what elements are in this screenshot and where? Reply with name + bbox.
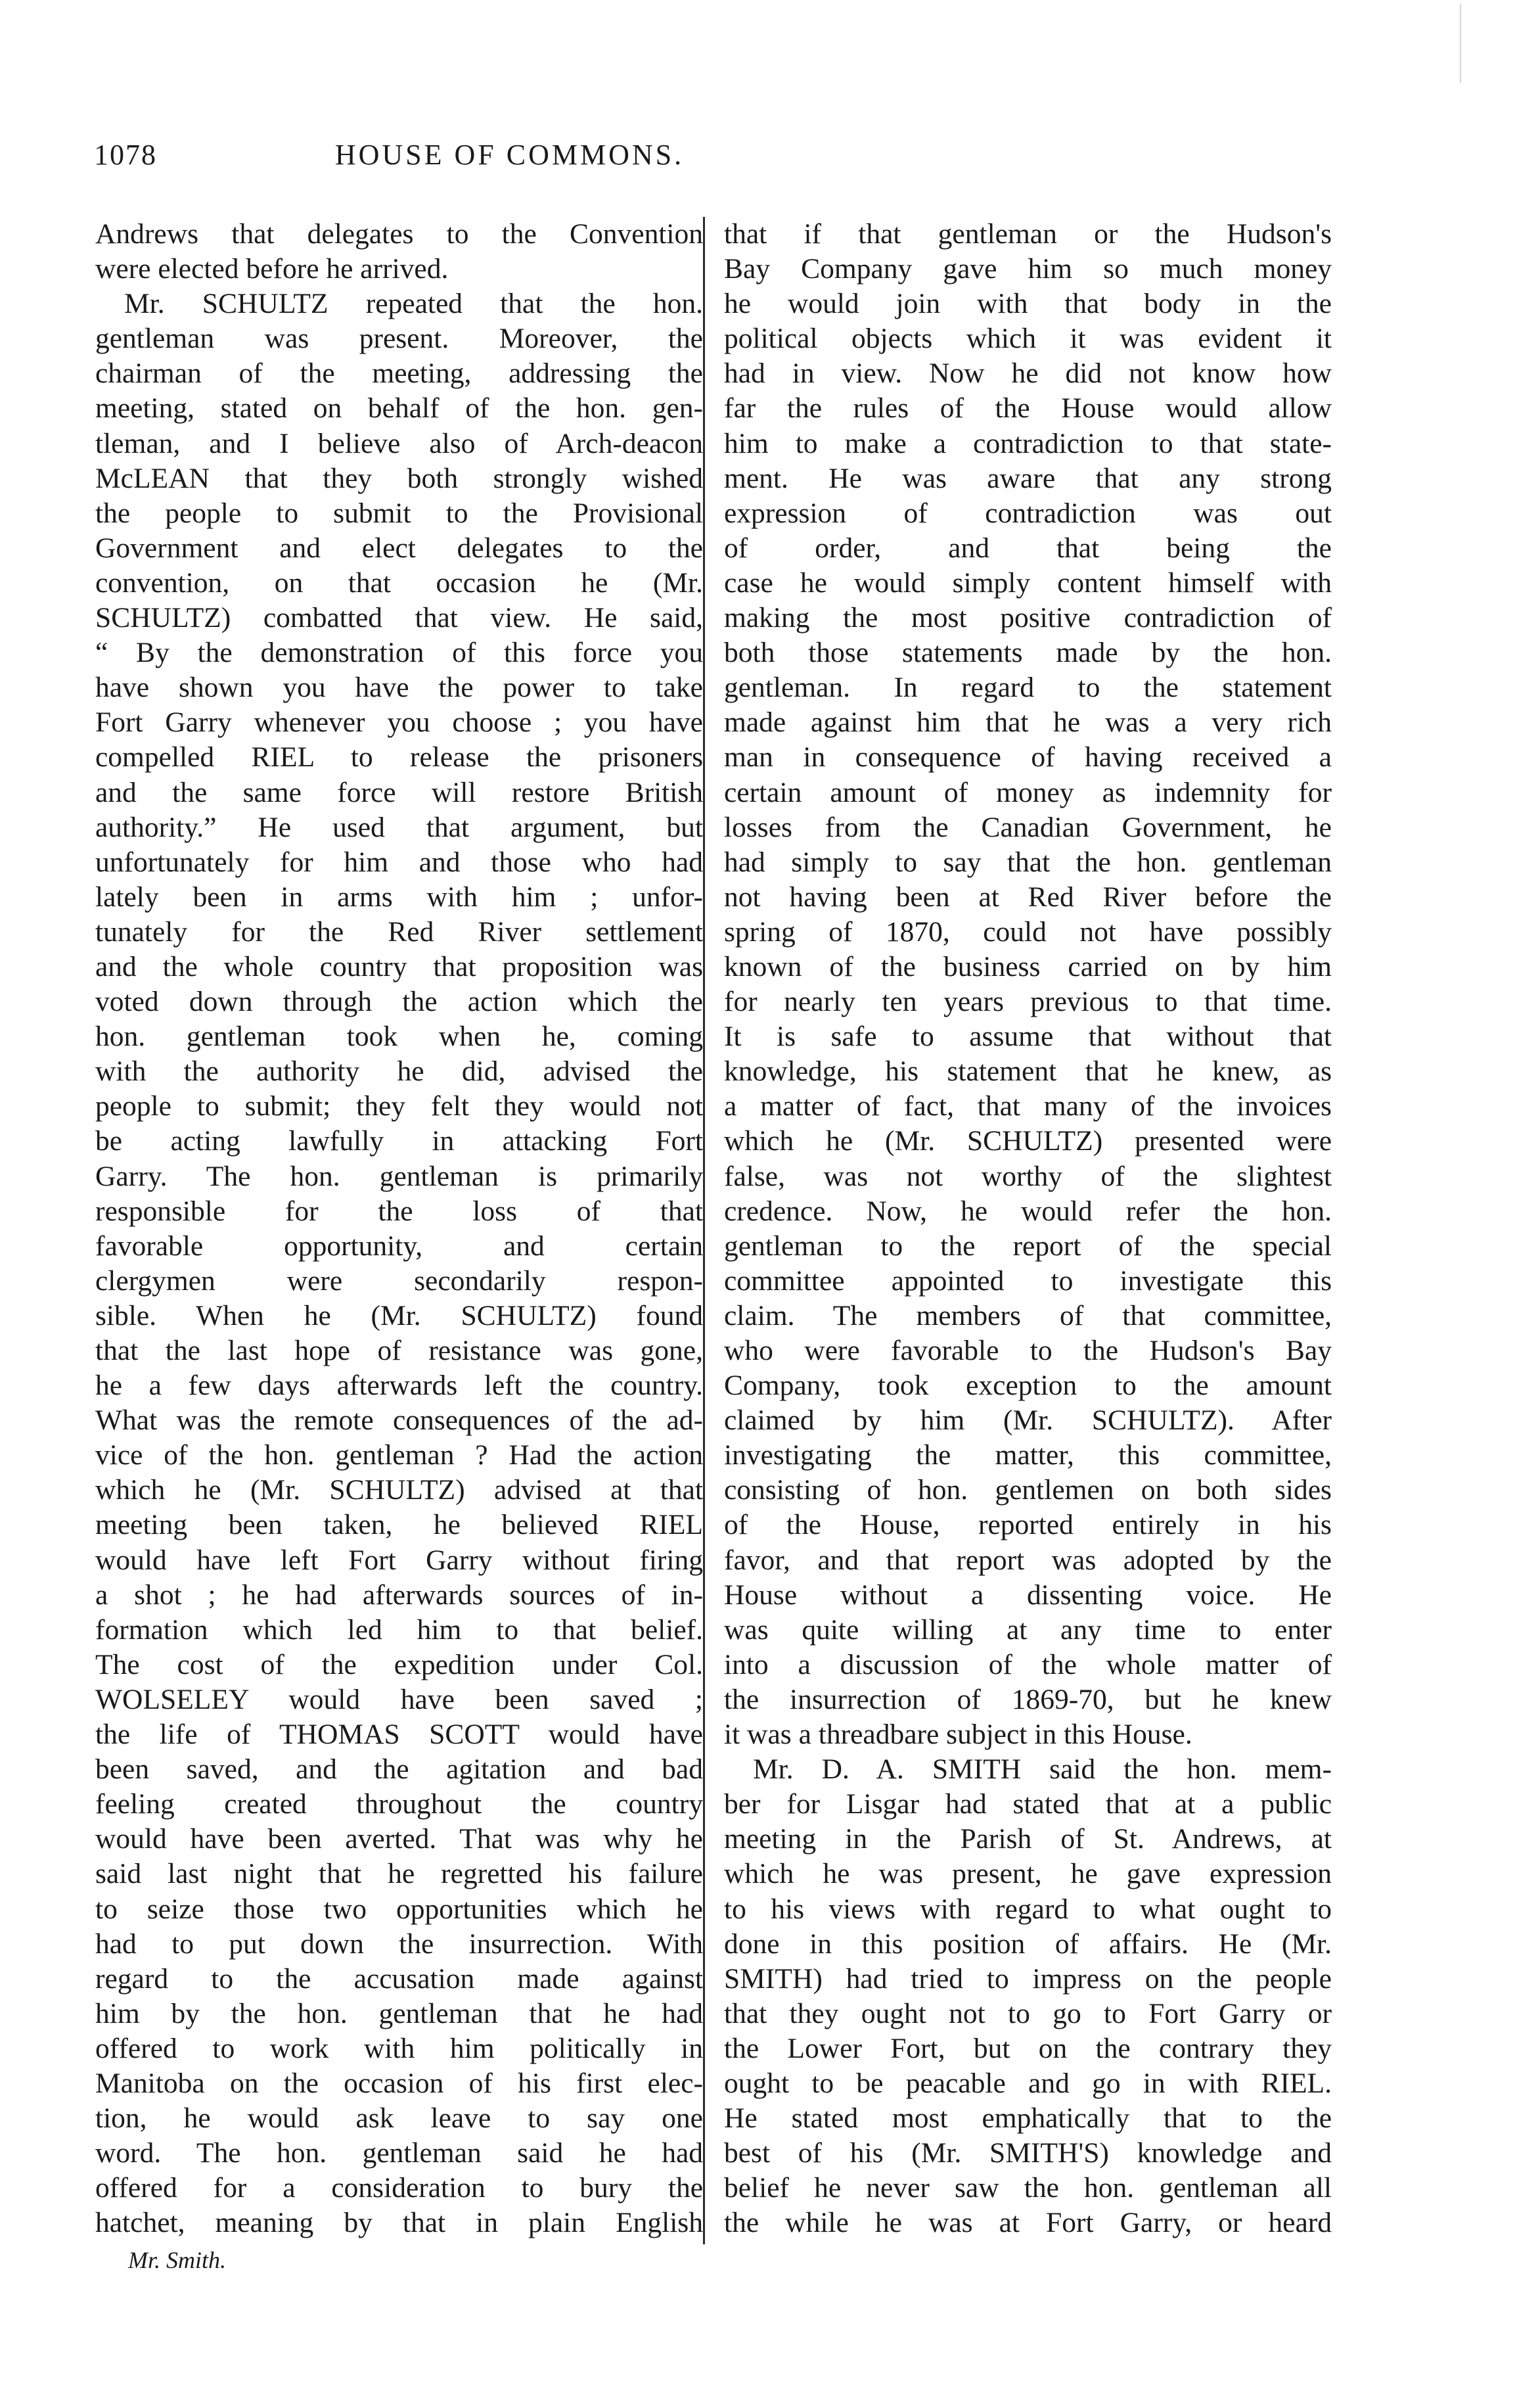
text-line: formation which led him to that belief. — [95, 1613, 703, 1646]
text-line: hatchet, meaning by that in plain English — [95, 2207, 703, 2239]
text-line: losses from the Canadian Government, he — [724, 811, 1332, 843]
text-line: claimed by him (Mr. SCHULTZ). After — [724, 1404, 1332, 1437]
text-line: responsible for the loss of that — [95, 1195, 703, 1227]
text-line: word. The hon. gentleman said he had — [95, 2137, 703, 2169]
text-line: sible. When he (Mr. SCHULTZ) found — [95, 1299, 703, 1331]
text-line: the life of THOMAS SCOTT would have — [95, 1719, 703, 1751]
text-line: What was the remote consequences of the ad- — [95, 1404, 703, 1437]
text-line: to his views with regard to what ought to — [724, 1893, 1332, 1925]
text-line: Fort Garry whenever you choose ; you have — [95, 706, 703, 739]
text-line: gentleman. In regard to the statement — [724, 672, 1332, 704]
text-line: said last night that he regretted his failure — [95, 1858, 703, 1890]
text-line: The cost of the expedition under Col. — [95, 1648, 703, 1680]
text-line: convention, on that occasion he (Mr. — [95, 567, 703, 599]
text-line: him by the hon. gentleman that he had — [95, 1997, 703, 2029]
text-line: unfortunately for him and those who had — [95, 846, 703, 878]
text-line: the Lower Fort, but on the contrary they — [724, 2032, 1332, 2064]
text-line: done in this position of affairs. He (Mr. — [724, 1928, 1332, 1960]
text-line: meeting, stated on behalf of the hon. gen- — [95, 392, 703, 425]
text-line: of order, and that being the — [724, 532, 1332, 564]
text-line: case he would simply content himself with — [724, 567, 1332, 599]
text-line: “ By the demonstration of this force you — [95, 637, 703, 669]
text-line: offered to work with him politically in — [95, 2032, 703, 2064]
text-line: best of his (Mr. SMITH'S) knowledge and — [724, 2137, 1332, 2169]
text-line: the insurrection of 1869-70, but he knew — [724, 1683, 1332, 1715]
text-line: for nearly ten years previous to that time. — [724, 986, 1332, 1018]
text-line: ought to be peacable and go in with RIEL. — [724, 2067, 1332, 2099]
text-line: Company, took exception to the amount — [724, 1370, 1332, 1402]
right-column — [724, 217, 1332, 2240]
text-line: regard to the accusation made against — [95, 1962, 703, 1995]
text-line: a shot ; he had afterwards sources of in- — [95, 1579, 703, 1611]
text-line: it was a threadbare subject in this House. — [724, 1719, 1192, 1751]
text-line: man in consequence of having received a — [724, 741, 1332, 774]
text-line: lately been in arms with him ; unfor- — [95, 881, 703, 913]
text-line: that if that gentleman or the Hudson's — [724, 218, 1332, 250]
column-divider — [703, 217, 705, 2244]
text-line: was quite willing at any time to enter — [724, 1613, 1332, 1646]
text-line: to seize those two opportunities which he — [95, 1893, 703, 1925]
text-line: compelled RIEL to release the prisoners — [95, 741, 703, 774]
text-line: offered for a consideration to bury the — [95, 2172, 703, 2204]
text-line: he would join with that body in the — [724, 288, 1332, 320]
text-line: and the same force will restore British — [95, 776, 703, 808]
text-line: knowledge, his statement that he knew, as — [724, 1055, 1332, 1088]
text-line: consisting of hon. gentlemen on both sides — [724, 1474, 1332, 1506]
text-line: who were favorable to the Hudson's Bay — [724, 1335, 1332, 1366]
text-line: He stated most emphatically that to the — [724, 2102, 1332, 2135]
text-line: SCHULTZ) combatted that view. He said, — [95, 602, 703, 634]
text-line: Mr. D. A. SMITH said the hon. mem- — [753, 1753, 1332, 1786]
text-line: Mr. SCHULTZ repeated that the hon. — [124, 288, 703, 320]
text-line: investigating the matter, this committee, — [724, 1439, 1332, 1471]
text-line: false, was not worthy of the slightest — [724, 1160, 1332, 1192]
text-line: making the most positive contradiction of — [724, 602, 1332, 634]
text-line: certain amount of money as indemnity for — [724, 776, 1332, 808]
page-number: 1078 — [94, 139, 157, 171]
text-line: vice of the hon. gentleman ? Had the action — [95, 1439, 703, 1471]
text-line: favor, and that report was adopted by the — [724, 1544, 1332, 1576]
text-line: tion, he would ask leave to say one — [95, 2102, 703, 2135]
text-line: have shown you have the power to take — [95, 672, 703, 704]
text-line: him to make a contradiction to that state- — [724, 427, 1332, 459]
text-line: which he was present, he gave expression — [724, 1858, 1332, 1890]
text-line: meeting in the Parish of St. Andrews, at — [724, 1823, 1332, 1855]
text-line: It is safe to assume that without that — [724, 1021, 1332, 1053]
text-line: House without a dissenting voice. He — [724, 1579, 1332, 1611]
text-line: tunately for the Red River settlement — [95, 915, 703, 948]
text-line: which he (Mr. SCHULTZ) advised at that — [95, 1474, 703, 1506]
text-line: of the House, reported entirely in his — [724, 1509, 1332, 1541]
text-line: committee appointed to investigate this — [724, 1264, 1332, 1297]
text-line: chairman of the meeting, addressing the — [95, 358, 703, 390]
text-line: political objects which it was evident it — [724, 323, 1332, 355]
text-line: McLEAN that they both strongly wished — [95, 462, 703, 494]
page-header — [94, 138, 925, 184]
text-line: not having been at Red River before the — [724, 881, 1332, 913]
text-line: SMITH) had tried to impress on the people — [724, 1962, 1332, 1995]
text-line: were elected before he arrived. — [95, 253, 449, 285]
text-line: belief he never saw the hon. gentleman all — [724, 2172, 1332, 2204]
text-line: be acting lawfully in attacking Fort — [95, 1125, 703, 1157]
text-line: which he (Mr. SCHULTZ) presented were — [724, 1125, 1332, 1157]
text-line: spring of 1870, could not have possibly — [724, 915, 1332, 948]
text-line: had to put down the insurrection. With — [95, 1928, 703, 1960]
text-line: gentleman to the report of the special — [724, 1230, 1332, 1262]
text-line: he a few days afterwards left the country. — [95, 1370, 703, 1402]
text-line: WOLSELEY would have been saved ; — [95, 1683, 703, 1715]
text-line: hon. gentleman took when he, coming — [95, 1021, 703, 1053]
text-line: a matter of fact, that many of the invoices — [724, 1090, 1332, 1122]
text-line: Government and elect delegates to the — [95, 532, 703, 564]
text-line: the people to submit to the Provisional — [95, 497, 703, 529]
text-line: meeting been taken, he believed RIEL — [95, 1509, 703, 1541]
text-line: feeling created throughout the country — [95, 1788, 703, 1820]
text-line: had in view. Now he did not know how — [724, 358, 1332, 390]
text-line: known of the business carried on by him — [724, 950, 1332, 983]
text-line: been saved, and the agitation and bad — [95, 1753, 703, 1786]
text-line: Manitoba on the occasion of his first elec- — [95, 2067, 703, 2099]
text-line: the while he was at Fort Garry, or heard — [724, 2207, 1332, 2239]
text-line: expression of contradiction was out — [724, 497, 1332, 529]
text-line: clergymen were secondarily respon- — [95, 1264, 703, 1297]
text-line: had simply to say that the hon. gentleman — [724, 846, 1332, 878]
text-line: that the last hope of resistance was gone, — [95, 1335, 703, 1366]
text-line: ber for Lisgar had stated that at a public — [724, 1788, 1332, 1820]
text-line: into a discussion of the whole matter of — [724, 1648, 1332, 1680]
text-line: would have left Fort Garry without firing — [95, 1544, 703, 1576]
text-line: ment. He was aware that any strong — [724, 462, 1332, 494]
text-line: would have been averted. That was why he — [95, 1823, 703, 1855]
text-line: credence. Now, he would refer the hon. — [724, 1195, 1332, 1227]
text-line: gentleman was present. Moreover, the — [95, 323, 703, 355]
text-line: far the rules of the House would allow — [724, 392, 1332, 425]
text-line: Garry. The hon. gentleman is primarily — [95, 1160, 703, 1192]
text-line: voted down through the action which the — [95, 986, 703, 1018]
text-line: authority.” He used that argument, but — [95, 811, 703, 843]
text-line: Bay Company gave him so much money — [724, 253, 1332, 285]
text-line: and the whole country that proposition was — [95, 950, 703, 983]
left-column — [95, 217, 703, 2240]
text-line: people to submit; they felt they would not — [95, 1090, 703, 1122]
text-line: made against him that he was a very rich — [724, 706, 1332, 739]
scan-edge-mark — [1460, 4, 1461, 83]
text-line: Andrews that delegates to the Convention — [95, 218, 703, 250]
footer-catchword: Mr. Smith. — [128, 2247, 227, 2273]
running-title: HOUSE OF COMMONS. — [334, 139, 685, 171]
text-line: with the authority he did, advised the — [95, 1055, 703, 1088]
text-line: tleman, and I believe also of Arch-deacon — [95, 427, 703, 459]
text-line: both those statements made by the hon. — [724, 637, 1332, 669]
text-line: favorable opportunity, and certain — [95, 1230, 703, 1262]
text-line: claim. The members of that committee, — [724, 1299, 1332, 1331]
text-line: that they ought not to go to Fort Garry or — [724, 1997, 1332, 2029]
